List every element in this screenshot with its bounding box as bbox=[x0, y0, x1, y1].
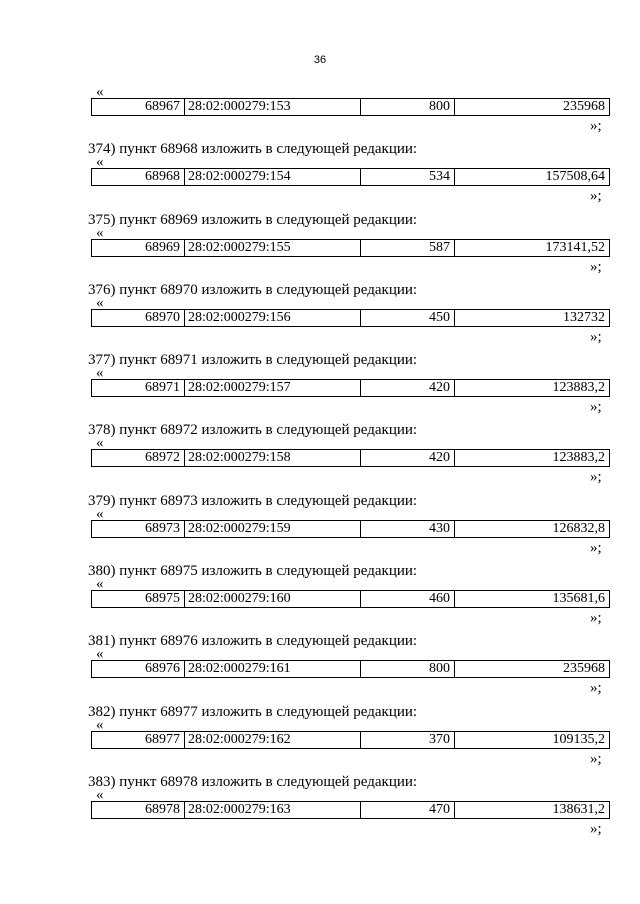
opening-quote: « bbox=[96, 84, 104, 100]
item-number-cell: 68973 bbox=[92, 520, 185, 537]
closing-quote: »; bbox=[590, 258, 602, 275]
amendment-heading: 375) пункт 68969 изложить в следующей редакции: bbox=[88, 211, 418, 228]
amendment-heading: 376) пункт 68970 изложить в следующей редакции: bbox=[88, 281, 418, 298]
value-cell: 157508,64 bbox=[455, 169, 610, 186]
area-cell: 420 bbox=[361, 450, 455, 467]
value-cell: 138631,2 bbox=[455, 801, 610, 818]
area-cell: 420 bbox=[361, 380, 455, 397]
cadastral-number-cell: 28:02:000279:163 bbox=[185, 801, 361, 818]
item-number-cell: 68976 bbox=[92, 661, 185, 678]
amendment-heading: 379) пункт 68973 изложить в следующей редакции: bbox=[88, 492, 418, 509]
amendment-heading: 380) пункт 68975 изложить в следующей редакции: bbox=[88, 563, 418, 580]
table-row bbox=[92, 520, 610, 537]
document-body bbox=[0, 83, 640, 856]
cadastral-number-cell: 28:02:000279:154 bbox=[185, 169, 361, 186]
cadastral-number-cell: 28:02:000279:153 bbox=[185, 99, 361, 116]
opening-quote: « bbox=[96, 786, 104, 803]
opening-quote: « bbox=[96, 154, 104, 171]
area-cell: 430 bbox=[361, 520, 455, 537]
registry-table bbox=[91, 98, 610, 116]
cadastral-number-cell: 28:02:000279:160 bbox=[185, 591, 361, 608]
amendment-heading: 383) пункт 68978 изложить в следующей редакции: bbox=[88, 773, 418, 790]
item-number-cell: 68971 bbox=[92, 380, 185, 397]
opening-quote: « bbox=[96, 294, 104, 311]
registry-table bbox=[91, 660, 610, 678]
item-number-cell: 68970 bbox=[92, 309, 185, 326]
item-number-cell: 68968 bbox=[92, 169, 185, 186]
registry-table bbox=[91, 379, 610, 397]
cadastral-number-cell: 28:02:000279:157 bbox=[185, 380, 361, 397]
registry-table bbox=[91, 731, 610, 749]
amendment-heading: 381) пункт 68976 изложить в следующей редакции: bbox=[88, 633, 418, 650]
table-row bbox=[92, 380, 610, 397]
cadastral-number-cell: 28:02:000279:156 bbox=[185, 309, 361, 326]
opening-quote: « bbox=[96, 365, 104, 382]
cadastral-number-cell: 28:02:000279:161 bbox=[185, 661, 361, 678]
item-number-cell: 68967 bbox=[92, 99, 185, 116]
item-number-cell: 68975 bbox=[92, 591, 185, 608]
opening-quote: « bbox=[96, 716, 104, 733]
area-cell: 460 bbox=[361, 591, 455, 608]
area-cell: 587 bbox=[361, 239, 455, 256]
page-number: 36 bbox=[313, 54, 327, 66]
value-cell: 109135,2 bbox=[455, 731, 610, 748]
closing-quote: »; bbox=[590, 399, 602, 416]
opening-quote: « bbox=[96, 505, 104, 522]
closing-quote: »; bbox=[590, 469, 602, 486]
table-row bbox=[92, 661, 610, 678]
opening-quote: « bbox=[96, 646, 104, 663]
closing-quote: »; bbox=[590, 539, 602, 556]
amendment-heading: 374) пункт 68968 изложить в следующей редакции: bbox=[88, 141, 418, 158]
amendment-block bbox=[0, 773, 640, 856]
cadastral-number-cell: 28:02:000279:158 bbox=[185, 450, 361, 467]
amendment-heading: 378) пункт 68972 изложить в следующей редакции: bbox=[88, 422, 418, 439]
table-row bbox=[92, 239, 610, 256]
opening-quote: « bbox=[96, 435, 104, 452]
area-cell: 534 bbox=[361, 169, 455, 186]
registry-table bbox=[91, 801, 610, 819]
item-number-cell: 68972 bbox=[92, 450, 185, 467]
area-cell: 450 bbox=[361, 309, 455, 326]
cadastral-number-cell: 28:02:000279:155 bbox=[185, 239, 361, 256]
closing-quote: »; bbox=[590, 118, 602, 134]
registry-table bbox=[91, 449, 610, 467]
registry-table bbox=[91, 239, 610, 257]
closing-quote: »; bbox=[590, 820, 602, 837]
value-cell: 235968 bbox=[455, 661, 610, 678]
item-number-cell: 68978 bbox=[92, 801, 185, 818]
opening-quote: « bbox=[96, 224, 104, 241]
table-row bbox=[92, 731, 610, 748]
registry-table bbox=[91, 309, 610, 327]
amendment-heading: 382) пункт 68977 изложить в следующей редакции: bbox=[88, 703, 418, 720]
value-cell: 235968 bbox=[455, 99, 610, 116]
cadastral-number-cell: 28:02:000279:159 bbox=[185, 520, 361, 537]
item-number-cell: 68969 bbox=[92, 239, 185, 256]
value-cell: 135681,6 bbox=[455, 591, 610, 608]
area-cell: 370 bbox=[361, 731, 455, 748]
table-row bbox=[92, 99, 610, 116]
cadastral-number-cell: 28:02:000279:162 bbox=[185, 731, 361, 748]
amendment-heading: 377) пункт 68971 изложить в следующей редакции: bbox=[88, 352, 418, 369]
area-cell: 470 bbox=[361, 801, 455, 818]
table-row bbox=[92, 591, 610, 608]
registry-table bbox=[91, 520, 610, 538]
table-row bbox=[92, 450, 610, 467]
closing-quote: »; bbox=[590, 610, 602, 627]
area-cell: 800 bbox=[361, 661, 455, 678]
closing-quote: »; bbox=[590, 750, 602, 767]
value-cell: 173141,52 bbox=[455, 239, 610, 256]
area-cell: 800 bbox=[361, 99, 455, 116]
registry-table bbox=[91, 168, 610, 186]
value-cell: 132732 bbox=[455, 309, 610, 326]
value-cell: 123883,2 bbox=[455, 450, 610, 467]
item-number-cell: 68977 bbox=[92, 731, 185, 748]
table-row bbox=[92, 801, 610, 818]
value-cell: 123883,2 bbox=[455, 380, 610, 397]
closing-quote: »; bbox=[590, 188, 602, 205]
closing-quote: »; bbox=[590, 680, 602, 697]
value-cell: 126832,8 bbox=[455, 520, 610, 537]
closing-quote: »; bbox=[590, 328, 602, 345]
table-row bbox=[92, 309, 610, 326]
opening-quote: « bbox=[96, 576, 104, 593]
table-row bbox=[92, 169, 610, 186]
registry-table bbox=[91, 590, 610, 608]
